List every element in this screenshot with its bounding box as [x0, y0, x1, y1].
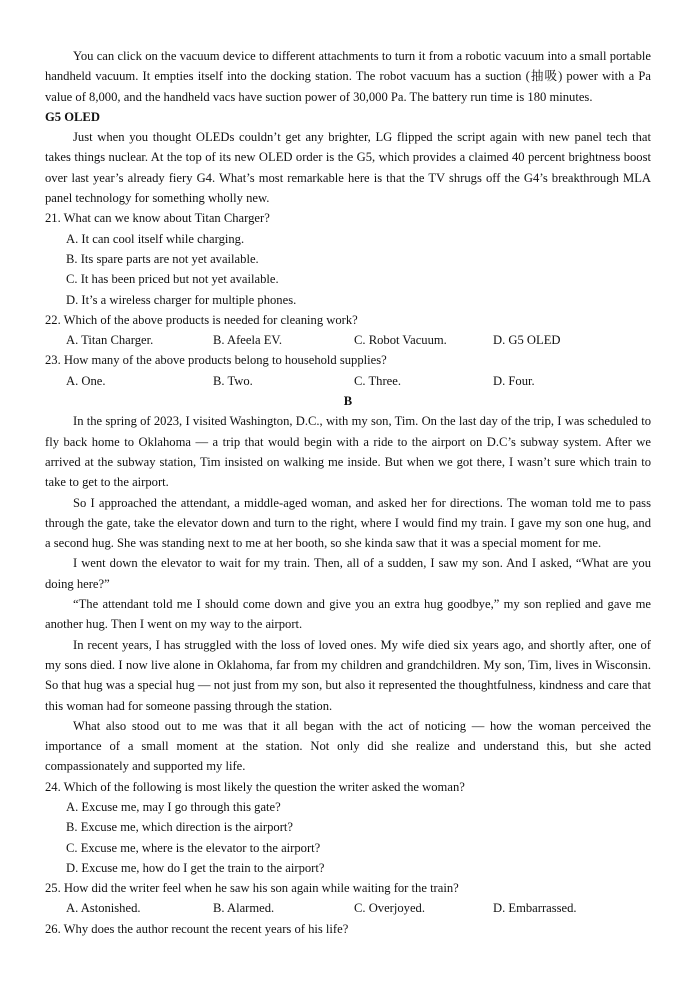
question-25-option-a: A. Astonished. — [66, 901, 141, 916]
question-23-option-d: D. Four. — [493, 373, 535, 388]
question-21-option-b: B. Its spare parts are not yet available. — [66, 251, 259, 266]
question-22-stem: 22. Which of the above products is needed for cleaning work? — [45, 312, 358, 327]
question-24-option-a: A. Excuse me, may I go through this gate? — [66, 799, 281, 814]
question-25-stem: 25. How did the writer feel when he saw his son again while waiting for the train? — [45, 881, 459, 896]
paragraph-vacuum: You can click on the vacuum device to different attachments to turn it from a robotic vacuum into a small portable handheld vacuum. It empties itself into the docking station. The robot vacuum has a suction (抽吸) power with a Pa value of 8,000, and the handheld vacs have suction power of 30,000 Pa. The battery run time is 180 minutes. — [45, 49, 651, 104]
question-23-option-c: C. Three. — [354, 373, 401, 388]
question-22-option-b: B. Afeela EV. — [213, 333, 283, 348]
question-23-options — [45, 371, 651, 391]
section-heading-g5: G5 OLED — [45, 109, 100, 124]
question-25-option-b: B. Alarmed. — [213, 901, 275, 916]
question-23-stem: 23. How many of the above products belong to household supplies? — [45, 353, 387, 368]
question-23-option-a: A. One. — [66, 373, 106, 388]
question-24-option-c: C. Excuse me, where is the elevator to the airport? — [66, 840, 321, 855]
story-paragraph: “The attendant told me I should come down and give you an extra hug goodbye,” my son replied and gave me another hug. Then I went on my way to the airport. — [45, 597, 651, 632]
story-paragraph: What also stood out to me was that it all began with the act of noticing — how the woman perceived the importance of a small moment at the station. Not only did she realize and understand this, but she acted compassionately and supported my life. — [45, 718, 651, 774]
question-25-option-c: C. Overjoyed. — [354, 901, 425, 916]
question-22-option-a: A. Titan Charger. — [66, 333, 154, 348]
question-25-option-d: D. Embarrassed. — [493, 901, 577, 916]
story-paragraph: In recent years, I has struggled with the loss of loved ones. My wife died six years ago, and shortly after, one of my sons died. I now live alone in Oklahoma, far from my children and grandchildren. My son, Tim, lives in Wisconsin. So that hug was a special hug — not just from my son, but also it represented the thoughtfulness, kindness and care that this woman had for someone passing through the station. — [45, 637, 651, 713]
question-21-option-c: C. It has been priced but not yet available. — [66, 272, 279, 287]
question-26-stem: 26. Why does the author recount the recent years of his life? — [45, 921, 349, 936]
story-paragraph: I went down the elevator to wait for my train. Then, all of a sudden, I saw my son. And I asked, “What are you doing here?” — [45, 556, 651, 591]
question-22-options — [45, 330, 651, 350]
paragraph-g5: Just when you thought OLEDs couldn’t get any brighter, LG flipped the script again with new panel tech that takes things nuclear. At the top of its new OLED order is the G5, which provides a claimed 40 percent brightness boost over last year’s already fiery G4. What’s most remarkable here is that the TV shrugs off the G4’s breakthrough MLA panel technology for something wholly new. — [45, 130, 651, 206]
question-22-option-d: D. G5 OLED — [493, 333, 561, 348]
story-paragraph: So I approached the attendant, a middle-aged woman, and asked her for directions. The woman told me to pass through the gate, take the elevator down and turn to the right, where I would find my train. I gave my son one hug, and a second hug. She was standing next to me at her booth, so she kinda saw that it was a special moment for me. — [45, 495, 651, 551]
question-25-options — [45, 898, 651, 918]
question-24-option-b: B. Excuse me, which direction is the airport? — [66, 820, 293, 835]
question-22-option-c: C. Robot Vacuum. — [354, 333, 447, 348]
question-21-stem: 21. What can we know about Titan Charger? — [45, 211, 270, 226]
question-21-option-a: A. It can cool itself while charging. — [66, 231, 245, 246]
section-heading-b: B — [343, 394, 353, 409]
question-23-option-b: B. Two. — [213, 373, 253, 388]
question-24-option-d: D. Excuse me, how do I get the train to the airport? — [66, 860, 325, 875]
story-paragraph: In the spring of 2023, I visited Washington, D.C., with my son, Tim. On the last day of the trip, I was scheduled to fly back home to Oklahoma — a trip that would begin with a ride to the airport on D.C’s subway system. After we arrived at the subway station, Tim insisted on walking me inside. But when we got there, I wasn’t sure which train to take to get to the airport. — [45, 414, 651, 490]
question-24-stem: 24. Which of the following is most likely the question the writer asked the woman? — [45, 779, 465, 794]
question-21-option-d: D. It’s a wireless charger for multiple phones. — [66, 292, 297, 307]
document-page — [45, 46, 651, 939]
